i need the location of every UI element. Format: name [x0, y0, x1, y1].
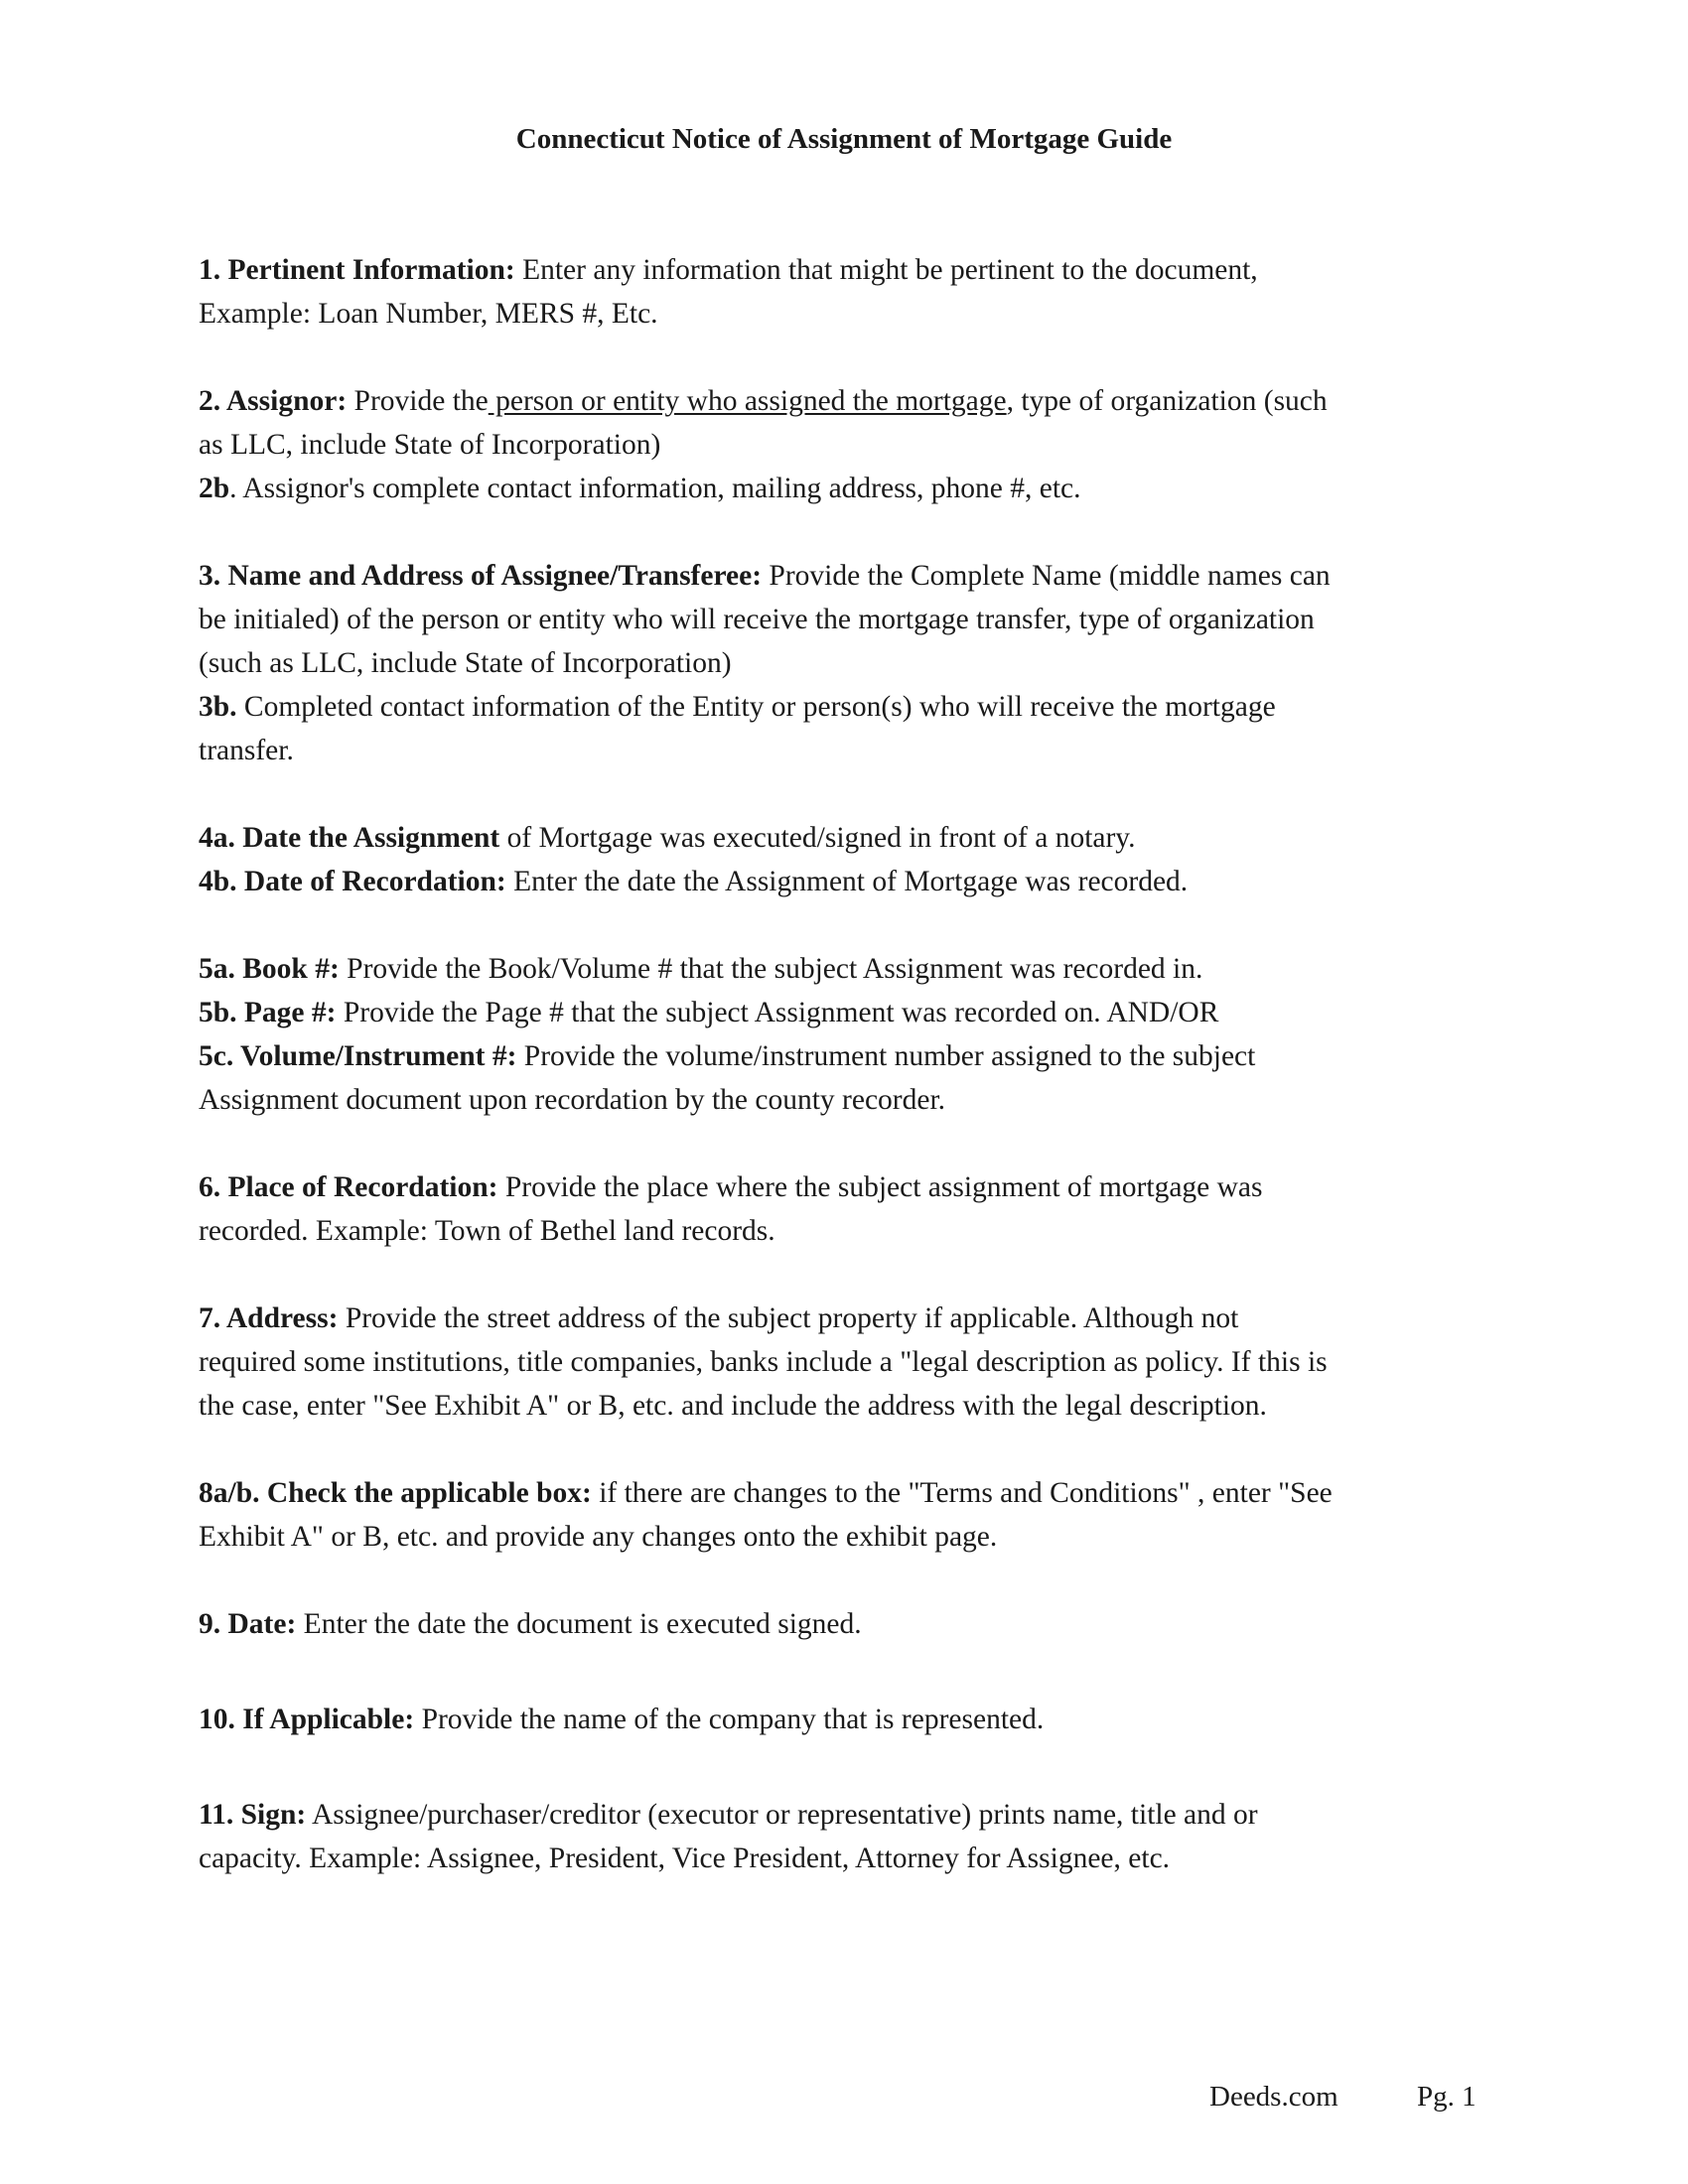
section-2b-label: 2b: [199, 473, 230, 504]
document-title: Connecticut Notice of Assignment of Mortgage Guide: [515, 123, 1173, 155]
section-3-line-3: (such as LLC, include State of Incorporation): [199, 647, 732, 679]
section-2b-text: . Assignor's complete contact information, mailing address, phone #, etc.: [229, 473, 1081, 504]
section-5c-text: Provide the volume/instrument number assigned to the subject: [516, 1040, 1256, 1072]
section-5c-line-2: Assignment document upon recordation by the county recorder.: [199, 1084, 946, 1116]
section-6-line-1: [199, 1165, 1489, 1209]
section-1-line-2: Example: Loan Number, MERS #, Etc.: [199, 298, 658, 330]
section-7-line-2: required some institutions, title companies, banks include a "legal description as policy. If this is: [199, 1346, 1328, 1378]
section-1-text: Enter any information that might be pertinent to the document,: [514, 254, 1258, 286]
section-10-text: Provide the name of the company that is represented.: [414, 1704, 1045, 1735]
section-8-label: 8a/b. Check the applicable box:: [199, 1477, 592, 1509]
section-5: [199, 947, 1489, 1122]
section-3b-text: Completed contact information of the Entity or person(s) who will receive the mortgage: [236, 691, 1276, 723]
guide-body: [199, 248, 1489, 1924]
section-5a-label: 5a. Book #:: [199, 953, 340, 985]
section-9-line: [199, 1602, 1489, 1646]
section-11-line-1: [199, 1793, 1489, 1837]
section-8-line-1: [199, 1471, 1489, 1515]
section-3b-label: 3b.: [199, 691, 237, 723]
section-10: [199, 1698, 1489, 1741]
section-5b-line: [199, 991, 1489, 1034]
section-11-line-2: capacity. Example: Assignee, President, Vice President, Attorney for Assignee, etc.: [199, 1843, 1171, 1874]
section-11-text: Assignee/purchaser/creditor (executor or representative) prints name, title and or: [306, 1799, 1258, 1831]
section-5b-text: Provide the Page # that the subject Assignment was recorded on. AND/OR: [336, 997, 1219, 1028]
section-7-line-3: the case, enter "See Exhibit A" or B, etc. and include the address with the legal description.: [199, 1390, 1267, 1422]
section-7: [199, 1297, 1489, 1428]
section-10-label: 10. If Applicable:: [199, 1704, 415, 1735]
section-7-text: Provide the street address of the subject property if applicable. Although not: [338, 1302, 1239, 1334]
section-11: [199, 1793, 1489, 1880]
section-5c-label: 5c. Volume/Instrument #:: [199, 1040, 517, 1072]
section-8: [199, 1471, 1489, 1559]
footer-site-name: Deeds.com: [1209, 2081, 1338, 2113]
section-10-line: [199, 1698, 1489, 1741]
section-3: [199, 554, 1489, 772]
section-5c-line-1: [199, 1034, 1489, 1078]
section-1-line-1: [199, 248, 1489, 292]
section-8-line-2: Exhibit A" or B, etc. and provide any changes onto the exhibit page.: [199, 1521, 998, 1553]
section-2: [199, 379, 1489, 510]
section-3-line-1: [199, 554, 1489, 598]
section-2-label: 2. Assignor:: [199, 385, 348, 417]
section-6-line-2: recorded. Example: Town of Bethel land records.: [199, 1215, 775, 1247]
section-3-line-2: be initialed) of the person or entity who will receive the mortgage transfer, type of organization: [199, 604, 1315, 635]
section-2-underlined-text: person or entity who assigned the mortgage: [488, 385, 1007, 417]
section-3-label: 3. Name and Address of Assignee/Transferee:: [199, 560, 763, 592]
section-11-label: 11. Sign:: [199, 1799, 307, 1831]
section-3-text: Provide the Complete Name (middle names can: [762, 560, 1331, 592]
section-3b-line-1: [199, 685, 1489, 729]
section-6-label: 6. Place of Recordation:: [199, 1171, 498, 1203]
section-3b-line-2: transfer.: [199, 735, 294, 766]
section-2-text-post: , type of organization (such: [1006, 385, 1328, 417]
section-9-label: 9. Date:: [199, 1608, 297, 1640]
section-5a-line: [199, 947, 1489, 991]
section-9-text: Enter the date the document is executed signed.: [296, 1608, 862, 1640]
section-4a-label: 4a. Date the Assignment: [199, 822, 500, 854]
section-4b-text: Enter the date the Assignment of Mortgage was recorded.: [505, 866, 1189, 897]
section-6-text: Provide the place where the subject assignment of mortgage was: [497, 1171, 1263, 1203]
section-7-label: 7. Address:: [199, 1302, 339, 1334]
section-2-line-1: [199, 379, 1489, 423]
section-1-label: 1. Pertinent Information:: [199, 254, 515, 286]
section-2b-line: [199, 467, 1489, 510]
section-6: [199, 1165, 1489, 1253]
section-2-line-2: as LLC, include State of Incorporation): [199, 429, 661, 461]
section-4a-text: of Mortgage was executed/signed in front of a notary.: [499, 822, 1136, 854]
section-8-text: if there are changes to the "Terms and Conditions" , enter "See: [591, 1477, 1333, 1509]
section-5a-text: Provide the Book/Volume # that the subject Assignment was recorded in.: [339, 953, 1203, 985]
section-4: [199, 816, 1489, 903]
section-4a-line: [199, 816, 1489, 860]
section-2-text-pre: Provide the: [347, 385, 489, 417]
section-4b-label: 4b. Date of Recordation:: [199, 866, 506, 897]
footer-page-number: Pg. 1: [1417, 2081, 1477, 2113]
section-5b-label: 5b. Page #:: [199, 997, 337, 1028]
section-4b-line: [199, 860, 1489, 903]
section-7-line-1: [199, 1297, 1489, 1340]
section-9: [199, 1602, 1489, 1646]
section-1: [199, 248, 1489, 336]
